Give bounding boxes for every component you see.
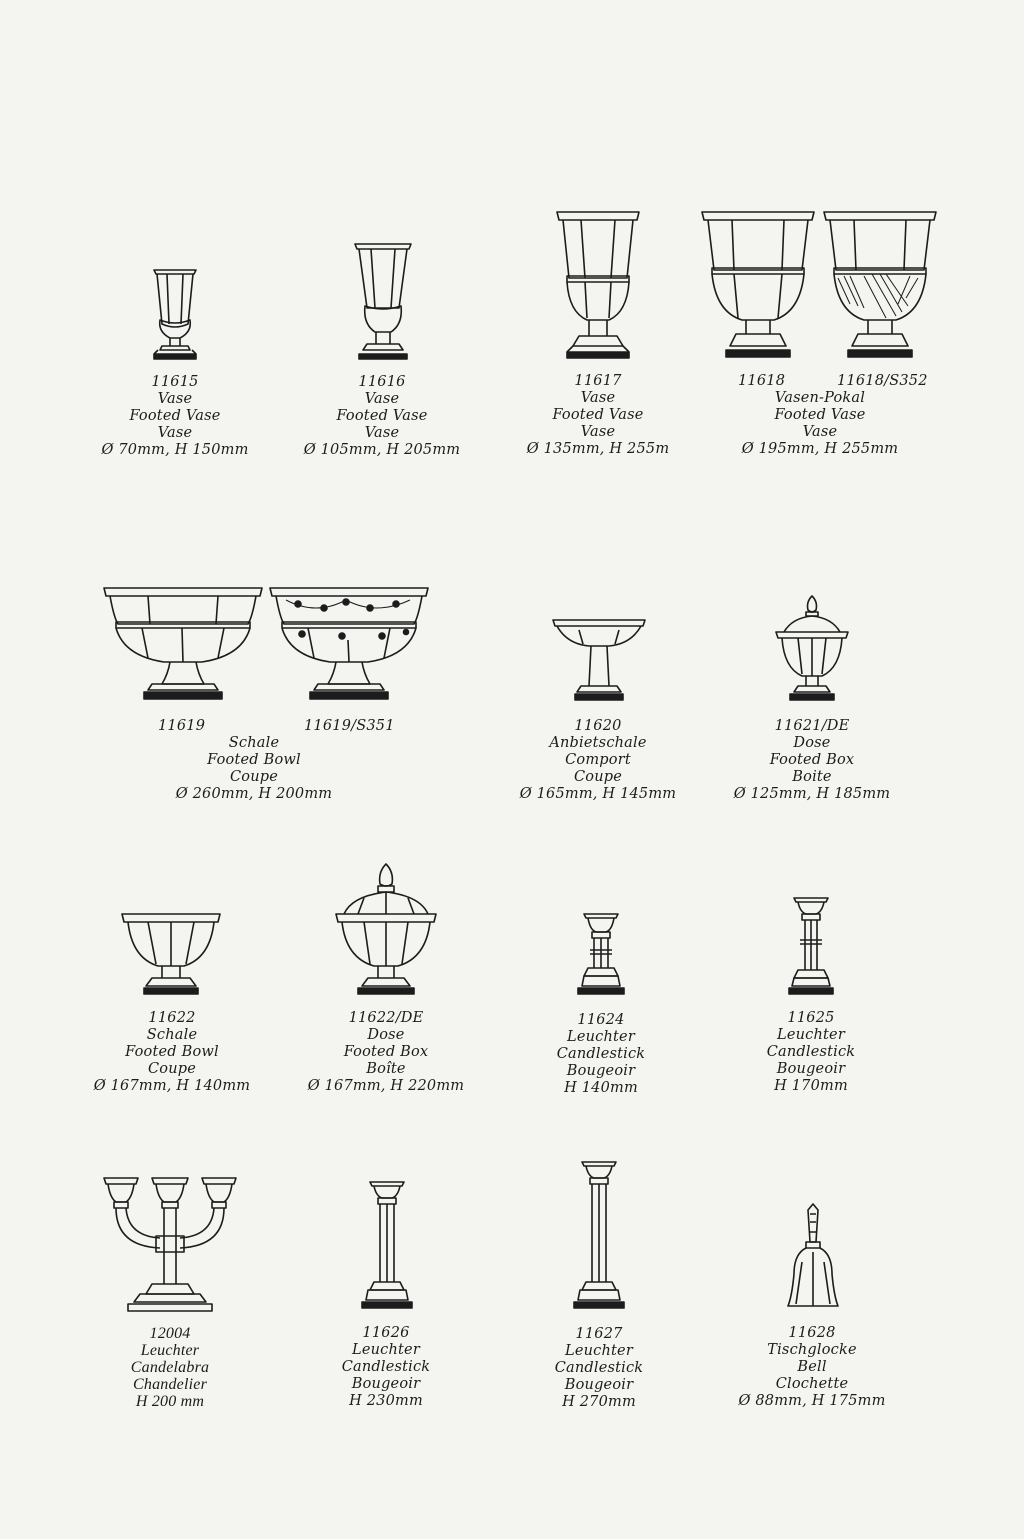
vase-pokal-11618-illustration [698, 208, 818, 364]
caption-line-en: Footed Vase [552, 407, 644, 423]
vase-pokal-11618-s352-illustration [820, 208, 940, 364]
caption-11628 [732, 1325, 892, 1410]
caption-line-fr: Bougeoir [776, 1061, 846, 1077]
caption-line-fr: Vase [364, 425, 400, 441]
caption-line-de: Schale [146, 1027, 198, 1043]
caption-11618 [720, 373, 928, 458]
caption-line-fr: Clochette [775, 1376, 849, 1392]
caption-11620 [518, 718, 678, 803]
caption-dimensions: Ø 165mm, H 145mm [519, 786, 677, 802]
caption-line-fr: Bougeoir [351, 1376, 421, 1392]
vase-11615-illustration [140, 262, 210, 362]
caption-line-en: Footed Vase [129, 408, 221, 424]
caption-line-en: Candlestick [766, 1044, 856, 1060]
caption-dimensions: Ø 105mm, H 205mm [303, 442, 461, 458]
caption-line-fr: Boite [792, 769, 832, 785]
candlestick-11624-illustration [572, 910, 630, 1000]
caption-dimensions: Ø 125mm, H 185mm [733, 786, 891, 802]
footed-bowl-11619-s351-illustration [266, 584, 432, 706]
caption-line-en: Footed Bowl [207, 752, 301, 768]
candlestick-11626-illustration [356, 1178, 418, 1314]
caption-dimensions: H 230mm [349, 1393, 423, 1409]
caption-dimensions: H 170mm [774, 1078, 848, 1094]
caption-line-en: Candlestick [556, 1046, 646, 1062]
item-number: 11624 [577, 1012, 625, 1028]
caption-line-en: Comport [565, 752, 631, 768]
caption-12004 [90, 1325, 250, 1410]
caption-line-fr: Coupe [229, 769, 279, 785]
caption-line-de: Leuchter [140, 1342, 200, 1359]
caption-dimensions: Ø 88mm, H 175mm [738, 1393, 886, 1409]
caption-line-de: Tischglocke [767, 1342, 857, 1358]
caption-line-de: Vase [364, 391, 400, 407]
item-number: 11627 [575, 1326, 623, 1342]
caption-line-de: Leuchter [567, 1029, 635, 1045]
item-number: 11625 [787, 1010, 835, 1026]
caption-dimensions: Ø 260mm, H 200mm [175, 786, 333, 802]
candlestick-11627-illustration [568, 1158, 630, 1314]
candelabra-12004-illustration [100, 1172, 240, 1314]
item-number: 11622 [148, 1010, 196, 1026]
caption-line-en: Footed Box [343, 1044, 429, 1060]
caption-line-de: Leuchter [565, 1343, 633, 1359]
item-number-variant: 11618/S352 [837, 373, 928, 389]
caption-line-de: Schale [228, 735, 280, 751]
item-numbers [120, 718, 400, 735]
caption-line-fr: Bougeoir [566, 1063, 636, 1079]
caption-dimensions: Ø 70mm, H 150mm [101, 442, 249, 458]
caption-11622 [92, 1010, 252, 1095]
caption-11621de [732, 718, 892, 803]
candlestick-11625-illustration [784, 894, 838, 1000]
item-number: 11628 [788, 1325, 836, 1341]
caption-11624 [521, 1012, 681, 1097]
caption-dimensions: H 200 mm [135, 1393, 205, 1410]
caption-dimensions: Ø 167mm, H 140mm [93, 1078, 251, 1094]
caption-dimensions: H 270mm [562, 1394, 636, 1410]
vase-11617-illustration [553, 208, 643, 364]
item-number: 11619 [158, 718, 206, 734]
caption-line-de: Dose [367, 1027, 405, 1043]
item-number-variant: 11619/S351 [304, 718, 395, 734]
caption-line-fr: Vase [802, 424, 838, 440]
caption-line-de: Vase [157, 391, 193, 407]
caption-dimensions: H 140mm [564, 1080, 638, 1096]
footed-box-11622de-illustration [332, 862, 440, 1000]
caption-line-de: Anbietschale [549, 735, 647, 751]
caption-line-en: Candelabra [130, 1359, 210, 1376]
item-number: 11617 [574, 373, 622, 389]
item-numbers [720, 373, 928, 390]
caption-line-fr: Boîte [366, 1061, 406, 1077]
caption-line-fr: Vase [580, 424, 616, 440]
item-number: 12004 [149, 1325, 191, 1342]
vase-11616-illustration [345, 238, 421, 362]
item-number: 11618 [738, 373, 786, 389]
caption-11615 [95, 374, 255, 459]
caption-line-fr: Vase [157, 425, 193, 441]
caption-11619 [120, 718, 400, 803]
caption-line-de: Vase [580, 390, 616, 406]
caption-line-de: Dose [793, 735, 831, 751]
item-number: 11622/DE [348, 1010, 424, 1026]
caption-line-fr: Coupe [147, 1061, 197, 1077]
caption-dimensions: Ø 135mm, H 255m [526, 441, 670, 457]
caption-11625 [731, 1010, 891, 1095]
comport-11620-illustration [549, 616, 649, 706]
caption-line-en: Footed Box [769, 752, 855, 768]
caption-line-en: Footed Vase [336, 408, 428, 424]
bell-11628-illustration [784, 1202, 842, 1314]
caption-11617 [518, 373, 678, 458]
caption-dimensions: Ø 195mm, H 255mm [741, 441, 899, 457]
item-number: 11621/DE [774, 718, 850, 734]
caption-line-en: Footed Bowl [125, 1044, 219, 1060]
caption-11627 [519, 1326, 679, 1411]
item-number: 11615 [151, 374, 199, 390]
caption-line-fr: Bougeoir [564, 1377, 634, 1393]
caption-line-en: Candlestick [341, 1359, 431, 1375]
footed-box-11621de-illustration [772, 594, 852, 706]
caption-line-fr: Coupe [573, 769, 623, 785]
caption-line-en: Candlestick [554, 1360, 644, 1376]
item-number: 11616 [358, 374, 406, 390]
caption-line-en: Bell [797, 1359, 827, 1375]
caption-11616 [302, 374, 462, 459]
footed-bowl-11622-illustration [118, 910, 224, 1000]
caption-11622de [306, 1010, 466, 1095]
item-number: 11626 [362, 1325, 410, 1341]
item-number: 11620 [574, 718, 622, 734]
caption-dimensions: Ø 167mm, H 220mm [307, 1078, 465, 1094]
caption-line-de: Vasen-Pokal [774, 390, 866, 406]
caption-line-de: Leuchter [352, 1342, 420, 1358]
caption-11626 [306, 1325, 466, 1410]
caption-line-en: Footed Vase [774, 407, 866, 423]
caption-line-de: Leuchter [777, 1027, 845, 1043]
caption-line-fr: Chandelier [133, 1376, 207, 1393]
footed-bowl-11619-illustration [100, 584, 266, 706]
